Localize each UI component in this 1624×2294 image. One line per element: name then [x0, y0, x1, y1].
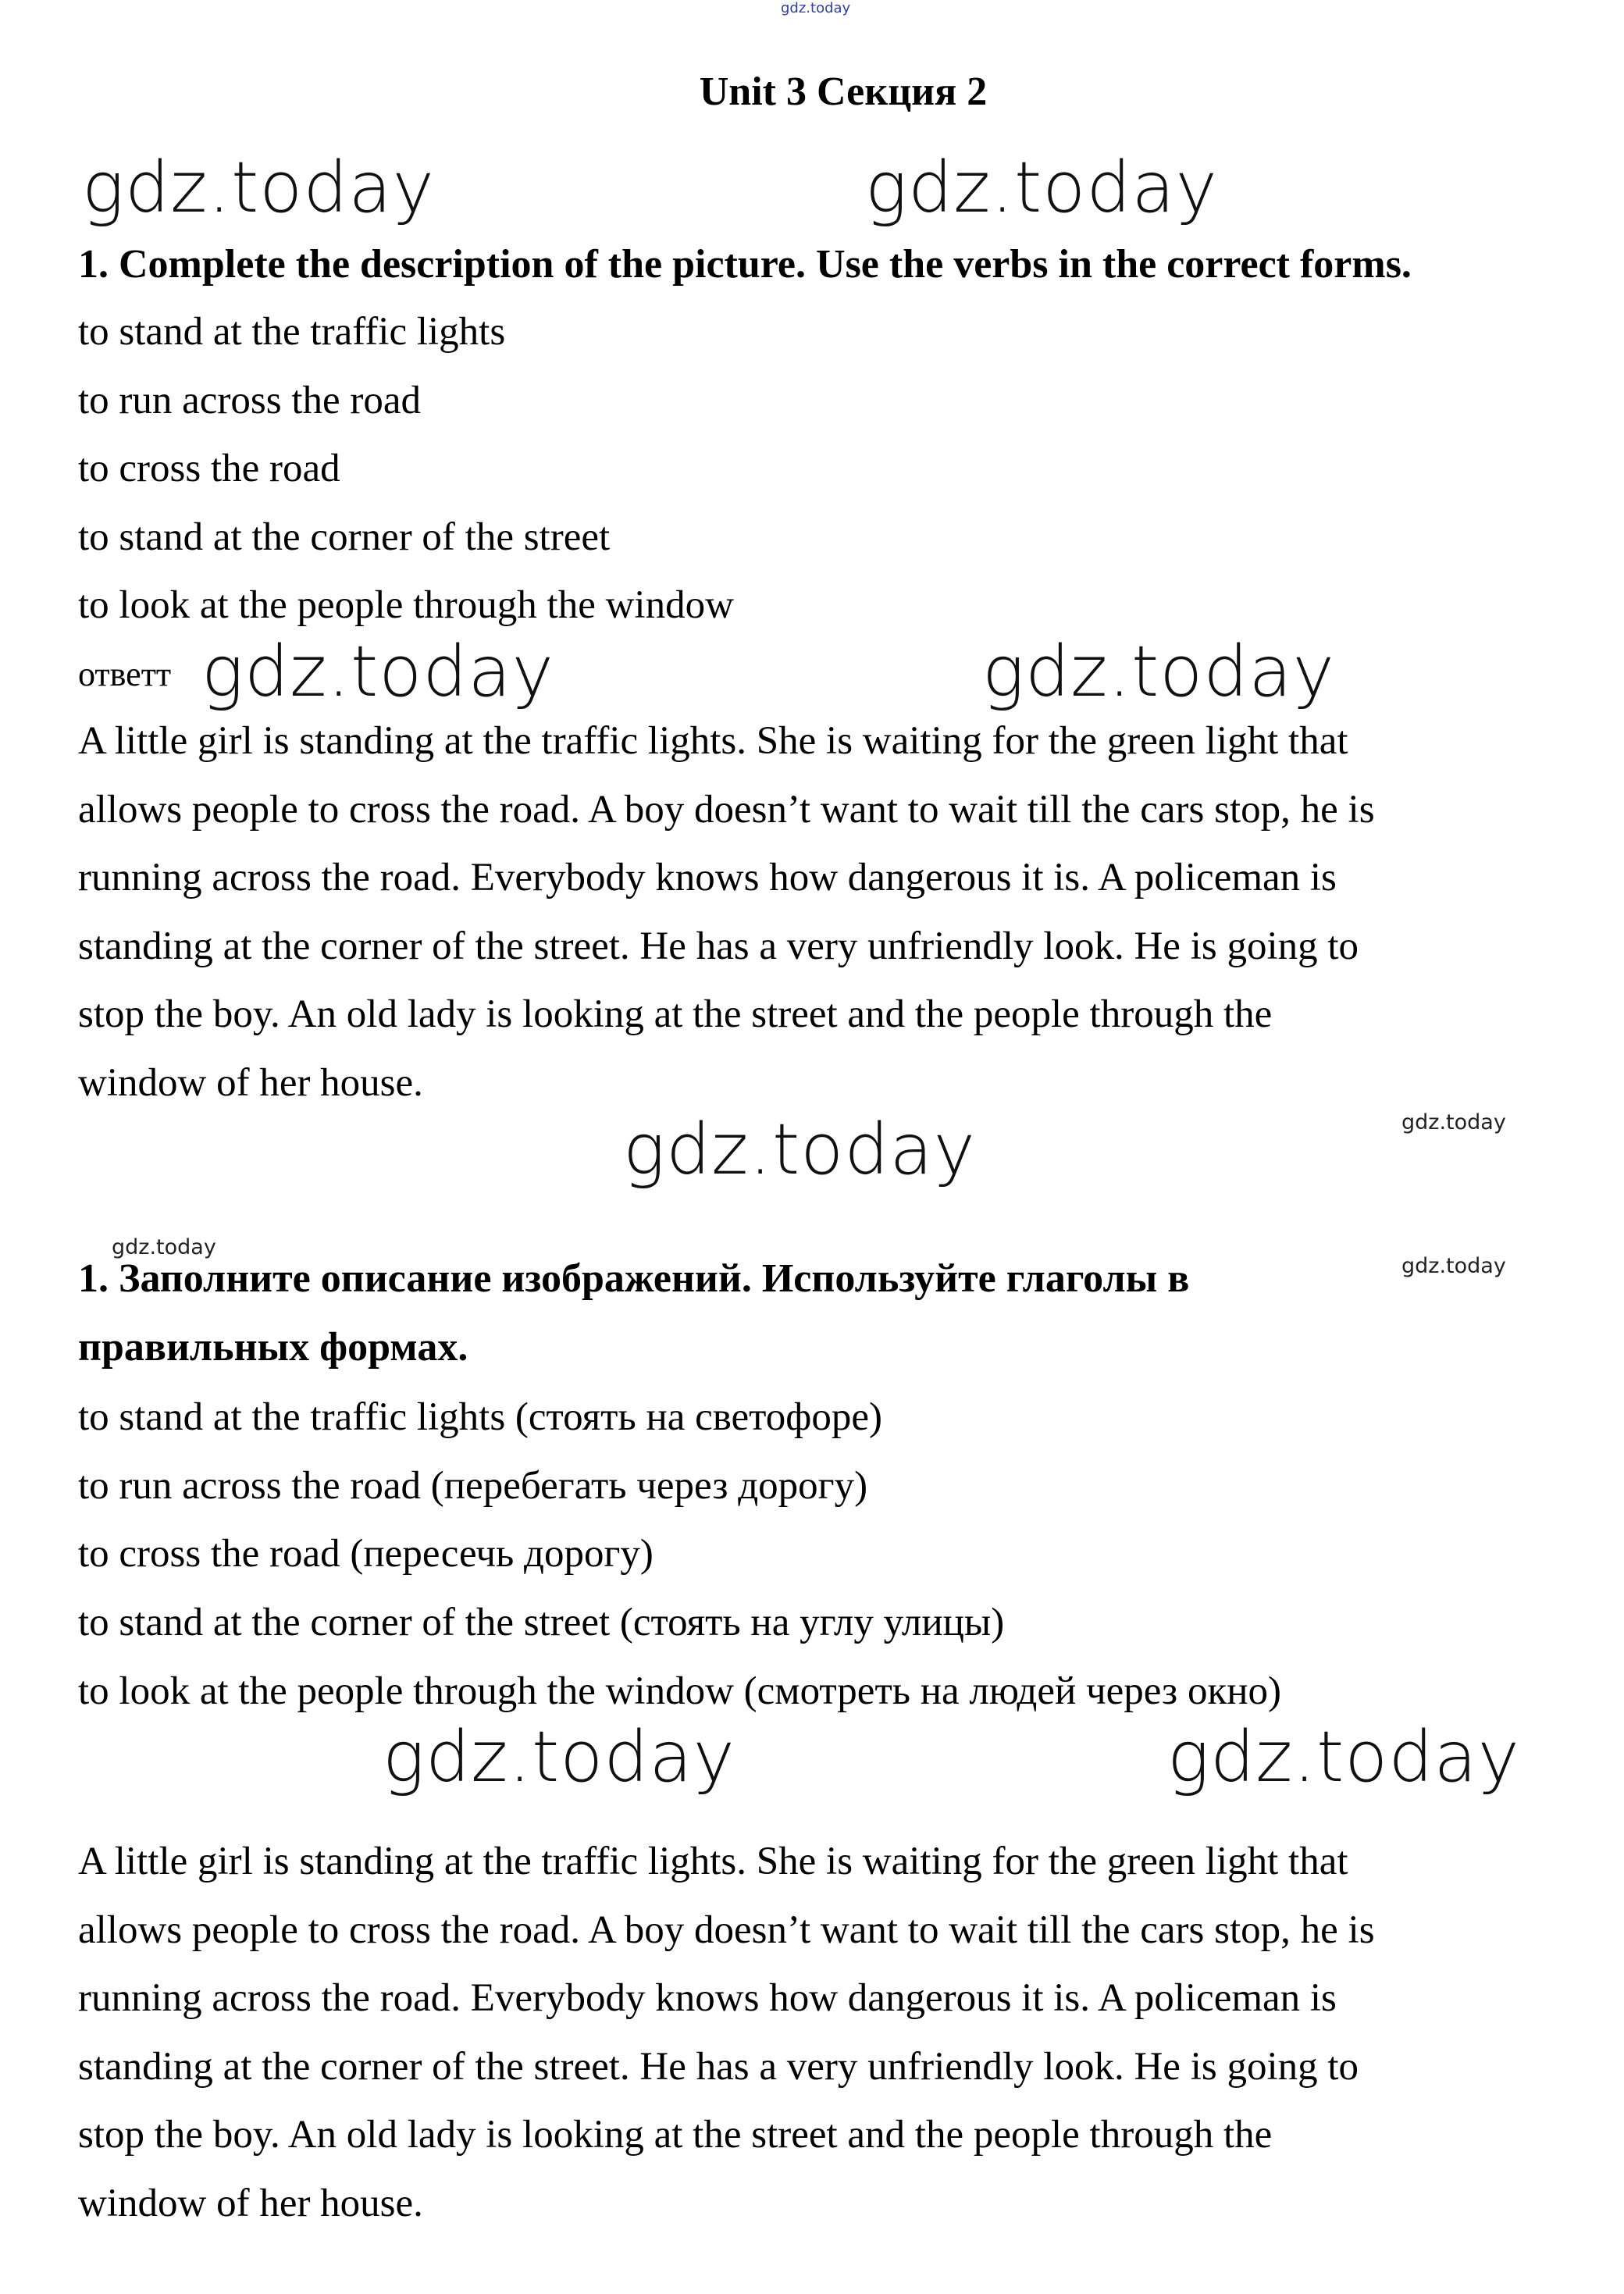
paragraph-line: A little girl is standing at the traffic lights. She is waiting for the green light that [78, 1840, 1348, 1883]
watermark: gdz.today [623, 1109, 976, 1191]
paragraph-line: standing at the corner of the street. He has a very unfriendly look. He is going to [78, 924, 1359, 968]
answer-label: ответт [78, 655, 172, 693]
answer-paragraph-ru [78, 1828, 1608, 2238]
verb-item: to stand at the corner of the street (стоять на углу улицы) [78, 1601, 1005, 1644]
paragraph-line: stop the boy. An old lady is looking at the street and the people through the [78, 2113, 1273, 2157]
verb-item: to stand at the traffic lights (стоять на светофоре) [78, 1395, 882, 1439]
watermark: gdz.today [383, 1716, 735, 1798]
watermark-small: gdz.today [112, 1235, 216, 1259]
answer-paragraph-en [78, 707, 1608, 1117]
paragraph-line: allows people to cross the road. A boy doesn’t want to wait till the cars stop, he is [78, 787, 1375, 832]
verb-item: to look at the people through the window [78, 583, 734, 627]
section-heading-en: 1. Complete the description of the picture. Use the verbs in the correct forms. [78, 242, 1412, 287]
paragraph-line: running across the road. Everybody knows how dangerous it is. A policeman is [78, 1976, 1337, 2020]
verb-item: to stand at the corner of the street [78, 515, 611, 559]
watermark: gdz.today [865, 147, 1218, 229]
watermark-top: gdz.today [781, 0, 851, 16]
paragraph-line: stop the boy. An old lady is looking at the street and the people through the [78, 992, 1273, 1036]
section-heading-ru: 1. Заполните описание изображений. Используйте глаголы в [78, 1256, 1190, 1301]
page-title: Unit 3 Секция 2 [699, 69, 988, 114]
paragraph-line: window of her house. [78, 1060, 423, 1105]
paragraph-line: window of her house. [78, 2181, 423, 2225]
watermark: gdz.today [1167, 1716, 1520, 1798]
verb-item: to cross the road (пересечь дорогу) [78, 1532, 654, 1576]
section-heading-ru: правильных формах. [78, 1325, 468, 1370]
watermark: gdz.today [82, 147, 435, 229]
watermark: gdz.today [982, 631, 1335, 713]
paragraph-line: A little girl is standing at the traffic lights. She is waiting for the green light that [78, 719, 1348, 763]
verb-item: to run across the road (перебегать через дорогу) [78, 1464, 868, 1508]
paragraph-line: allows people to cross the road. A boy doesn’t want to wait till the cars stop, he is [78, 1908, 1375, 1952]
paragraph-line: running across the road. Everybody knows how dangerous it is. A policeman is [78, 856, 1337, 899]
verb-item: to cross the road [78, 447, 340, 490]
watermark-small: gdz.today [1401, 1254, 1506, 1278]
watermark-small: gdz.today [1401, 1110, 1506, 1135]
verb-item: to run across the road [78, 379, 422, 422]
paragraph-line: standing at the corner of the street. He has a very unfriendly look. He is going to [78, 2044, 1359, 2089]
watermark: gdz.today [201, 631, 554, 713]
verb-item: to stand at the traffic lights [78, 310, 506, 354]
verb-item: to look at the people through the window (смотреть на людей через окно) [78, 1669, 1282, 1713]
